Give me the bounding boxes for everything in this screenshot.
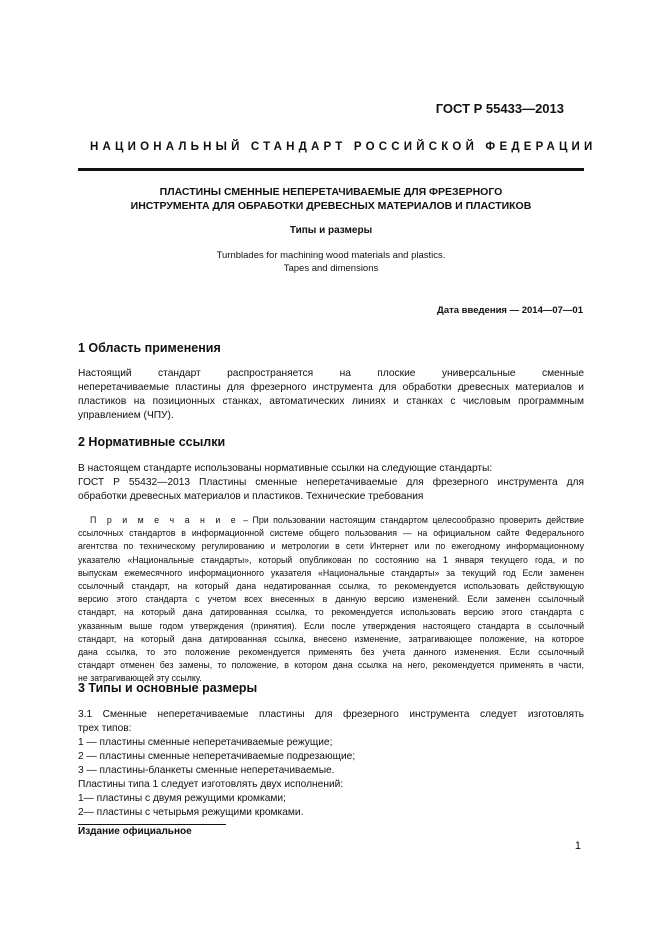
note-line: версию этого стандарта с учетом всех внесенных в данную версию изменений. Если заменен ссылочный (78, 594, 584, 605)
text-line: 3.1 Сменные неперетачиваемые пластины для фрезерного инструмента следует изготовлять (78, 709, 584, 720)
section-3-text (78, 708, 584, 820)
note-label: П р и м е ч а н и е (90, 515, 239, 525)
text-line: Пластины типа 1 следует изготовлять двух исполнений: (78, 779, 344, 790)
note-line: стандарт отменен без замены, то положение, в котором дана ссылка на него, рекомендуется применять в части, (78, 660, 584, 671)
text-line: Настоящий стандарт распространяется на плоские универсальные сменные (78, 368, 584, 379)
official-edition-label: Издание официальное (78, 826, 192, 837)
english-title-line-1: Turnblades for machining wood materials and plastics. (216, 250, 446, 261)
note-line: не затрагивающей эту ссылку. (78, 673, 202, 684)
section-1-heading: 1 Область применения (78, 341, 221, 355)
list-item: 1 — пластины сменные неперетачиваемые режущие; (78, 737, 333, 748)
note-line (78, 514, 584, 527)
text-line: В настоящем стандарте использованы нормативные ссылки на следующие стандарты: (78, 463, 493, 474)
section-1-text (78, 367, 584, 423)
note-line: указанным выше годом утверждения (принятия). Если после утверждения настоящего стандарта в ссылочный (78, 620, 584, 631)
section-3-heading: 3 Типы и основные размеры (78, 681, 258, 695)
section-2-heading: 2 Нормативные ссылки (78, 435, 226, 449)
english-title-line-2: Tapes and dimensions (283, 263, 379, 274)
document-subtitle: Типы и размеры (289, 225, 373, 236)
text-line: трех типов: (78, 723, 132, 734)
gost-code: ГОСТ Р 55433—2013 (435, 101, 564, 116)
note-text: – При пользовании настоящим стандартом целесообразно проверить действие (238, 515, 584, 525)
text-line: управлением (ЧПУ). (78, 410, 174, 421)
list-item: 2— пластины с четырьмя режущими кромками. (78, 807, 304, 818)
note-block (78, 514, 584, 686)
note-line: стандарт, на который дана датированная ссылка, то рекомендуется использовать версию этого стандарта с (78, 607, 584, 618)
note-line: ссылочный стандарт, на который дана недатированная ссылка, то рекомендуется использовать действующую (78, 581, 584, 592)
note-line: дана ссылка, то это положение рекомендуется применять без учета данного изменения. Если ссылочный (78, 647, 584, 658)
note-line: агентства по техническому регулированию и метрологии в сети Интернет или по ежегодному информационному (78, 541, 584, 552)
footer-rule (78, 824, 226, 825)
note-line: ссылочных стандартов в информационной системе общего пользования — на официальном сайте Федерального (78, 528, 584, 539)
note-line: указателю «Национальные стандарты», который опубликован по состоянию на 1 января текущего года, и по (78, 554, 584, 565)
header-rule (78, 168, 584, 171)
page-number: 1 (574, 840, 581, 852)
text-line: неперетачиваемые пластины для фрезерного инструмента для обработки древесных материалов и (78, 382, 584, 393)
text-line: ГОСТ Р 55432—2013 Пластины сменные неперетачиваемые для фрезерного инструмента для (78, 477, 584, 488)
introduction-date: Дата введения — 2014—07—01 (437, 305, 583, 316)
list-item: 3 — пластины-бланкеты сменные неперетачиваемые. (78, 765, 335, 776)
national-standard-banner: НАЦИОНАЛЬНЫЙ СТАНДАРТ РОССИЙСКОЙ ФЕДЕРАЦИИ (90, 141, 597, 153)
document-title (78, 185, 584, 213)
note-line: стандарт, на который дана датированная ссылка, внесено изменение, затрагивающее положение, на которое (78, 633, 584, 644)
text-line: обработки древесных материалов и пластиков. Технические требования (78, 491, 424, 502)
title-line-1: ПЛАСТИНЫ СМЕННЫЕ НЕПЕРЕТАЧИВАЕМЫЕ ДЛЯ ФРЕЗЕРНОГО (159, 186, 503, 198)
list-item: 2 — пластины сменные неперетачиваемые подрезающие; (78, 751, 356, 762)
title-line-2: ИНСТРУМЕНТА ДЛЯ ОБРАБОТКИ ДРЕВЕСНЫХ МАТЕРИАЛОВ И ПЛАСТИКОВ (130, 200, 532, 212)
note-line: выпускам ежемесячного информационного указателя «Национальные стандарты» за текущий год Если заменен (78, 567, 584, 578)
section-2-text (78, 462, 584, 504)
text-line: пластиков на позиционных станках, автоматических линиях и станках с числовым программным (78, 396, 584, 407)
english-title (78, 249, 584, 275)
list-item: 1— пластины с двумя режущими кромками; (78, 793, 286, 804)
